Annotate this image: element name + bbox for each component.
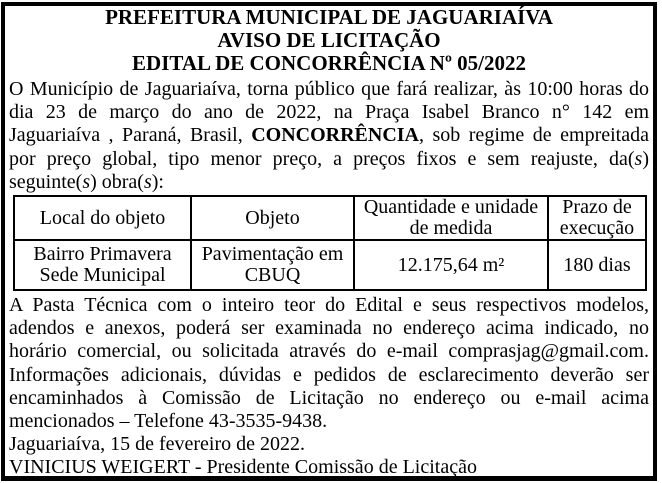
table-row	[14, 240, 646, 290]
works-table	[13, 195, 647, 291]
document-header	[9, 6, 649, 75]
intro-paragraph: O Município de Jaguariaíva, torna público que fará realizar, às 10:00 horas do dia 23 de março do ano de 2022, na Praça Isabel Branco n° 142 em Jaguariaíva , Paraná, Brasil, CONCORRÊNCIA, sob regime de empreitada por preço global, tipo menor preço, a preços fixos e sem reajuste, da(s) seguinte(s) obra(s):	[9, 78, 649, 193]
info-paragraph: A Pasta Técnica com o inteiro teor do Edital e seus respectivos modelos, adendos e anexos, poderá ser examinada no endereço acima indicado, no horário comercial, ou solicitada através do e-mail comprasjag@gmail.com. Informações adicionais, dúvidas e pedidos de esclarecimento deverão ser encaminhados à Comissão de Licitação no endereço ou e-mail acima mencionados – Telefone 43-3535-9438.	[9, 294, 649, 433]
cell-prazo: 180 dias	[548, 240, 646, 290]
notice-subtitle: AVISO DE LICITAÇÃO	[217, 28, 441, 52]
cell-quantidade: 12.175,64 m²	[354, 240, 548, 290]
col-header-local-do-objeto: Local do objeto	[14, 196, 191, 240]
edital-number-title: EDITAL DE CONCORRÊNCIA Nº 05/2022	[132, 51, 526, 75]
table-header-row	[14, 196, 646, 240]
cell-local-do-objeto: Bairro Primavera Sede Municipal	[14, 240, 191, 290]
col-header-prazo: Prazo de execução	[548, 196, 646, 240]
col-header-quantidade: Quantidade e unidade de medida	[354, 196, 548, 240]
cell-objeto: Pavimentação em CBUQ	[191, 240, 354, 290]
notice-document-frame	[1, 2, 657, 481]
signature-line: VINICIUS WEIGERT - Presidente Comissão de Licitação	[9, 456, 477, 479]
date-line: Jaguariaíva, 15 de fevereiro de 2022.	[9, 433, 305, 456]
municipality-title: PREFEITURA MUNICIPAL DE JAGUARIAÍVA	[105, 5, 553, 29]
col-header-objeto: Objeto	[191, 196, 354, 240]
